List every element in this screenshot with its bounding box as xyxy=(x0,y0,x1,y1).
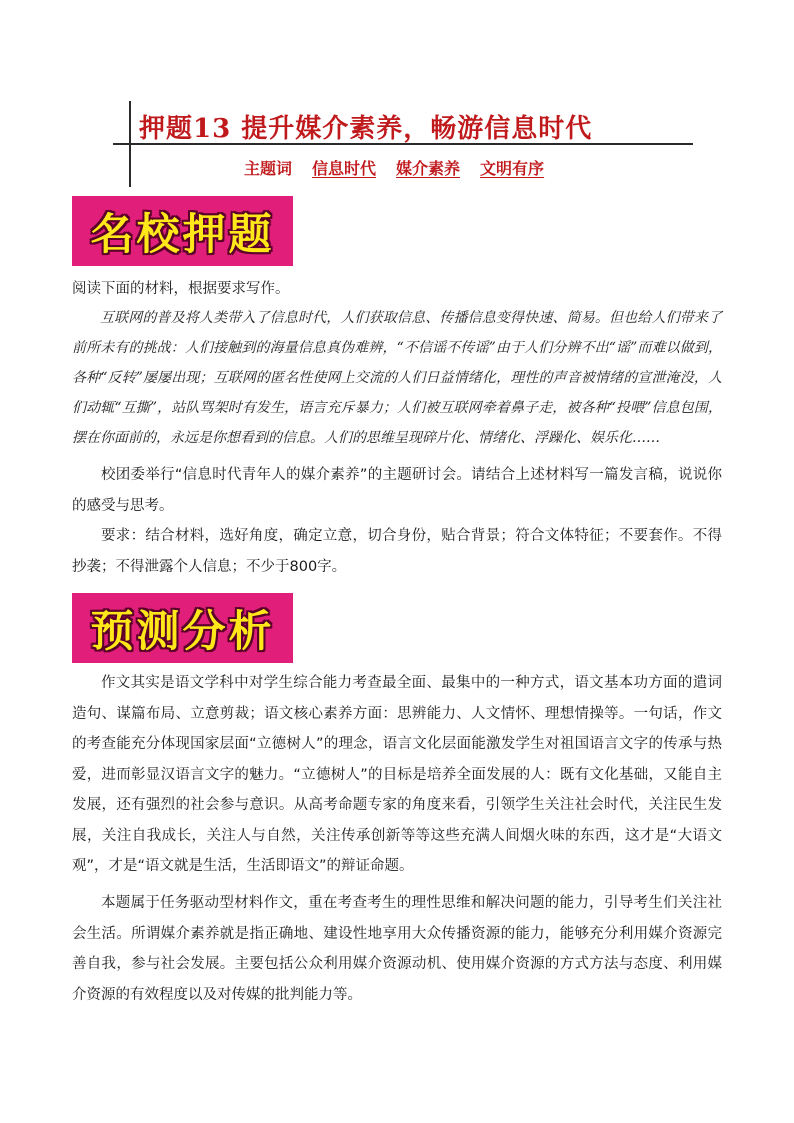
section-badge-label: 预测分析 xyxy=(90,606,275,657)
section-badge-yuce xyxy=(72,593,293,663)
question-requirements: 要求：结合材料，选好角度，确定立意，切合身份，贴合背景；符合文体特征；不要套作。不得抄袭；不得泄露个人信息；不少于800字。 xyxy=(72,528,722,575)
section-badge-mingxiao xyxy=(72,196,293,266)
keyword-1: 信息时代 xyxy=(312,159,377,178)
question-task: 校团委举行“信息时代青年人的媒介素养”的主题研讨会。请结合上述材料写一篇发言稿，说说你的感受与思考。 xyxy=(72,467,722,514)
analysis-paragraph-1: 作文其实是语文学科中对学生综合能力考查最全面、最集中的一种方式，语文基本功方面的遣词造句、谋篇布局、立意剪裁；语文核心素养方面：思辨能力、人文情怀、理想情操等。一句话，作文的考查能充分体现国家层面“立德树人”的理念，语言文化层面能激发学生对祖国语言文字的传承与热爱，进而彰显汉语言文字的魅力。“立德树人”的目标是培养全面发展的人：既有文化基础，又能自主发展，还有强烈的社会参与意识。从高考命题专家的角度来看，引领学生关注社会时代，关注民生发展，关注自我成长，关注人与自然，关注传承创新等等这些充满人间烟火味的东西，这才是“大语文观”，才是“语文就是生活，生活即语文”的辩证命题。 xyxy=(72,675,722,874)
keywords-label: 主题词 xyxy=(244,159,293,178)
keywords-line xyxy=(244,156,544,179)
question-material: 互联网的普及将人类带入了信息时代，人们获取信息、传播信息变得快速、简易。但也给人们带来了前所未有的挑战：人们接触到的海量信息真伪难辨，“不信谣不传谣”由于人们分辨不出“谣”而难以做到，各种“反转”屡屡出现；互联网的匿名性使网上交流的人们日益情绪化，理性的声音被情绪的宣泄淹没，人们动辄“互撕”，站队骂架时有发生，语言充斥暴力；人们被互联网牵着鼻子走，被各种“投喂”信息包围，摆在你面前的，永远是你想看到的信息。人们的思维呈现碎片化、情绪化、浮躁化、娱乐化…… xyxy=(72,310,722,446)
page-title: 押题13 提升媒介素养，畅游信息时代 xyxy=(139,114,593,144)
analysis-paragraph-2: 本题属于任务驱动型材料作文，重在考查考生的理性思维和解决问题的能力，引导考生们关注社会生活。所谓媒介素养就是指正确地、建设性地享用大众传播资源的能力，能够充分利用媒介资源完善自我，参与社会发展。主要包括公众利用媒介资源动机、使用媒介资源的方式方法与态度、利用媒介资源的有效程度以及对传媒的批判能力等。 xyxy=(72,895,722,1003)
keyword-2: 媒介素养 xyxy=(396,159,461,178)
section-badge-label: 名校押题 xyxy=(90,209,275,260)
keyword-3: 文明有序 xyxy=(480,159,545,178)
question-instruction: 阅读下面的材料，根据要求写作。 xyxy=(72,281,290,297)
